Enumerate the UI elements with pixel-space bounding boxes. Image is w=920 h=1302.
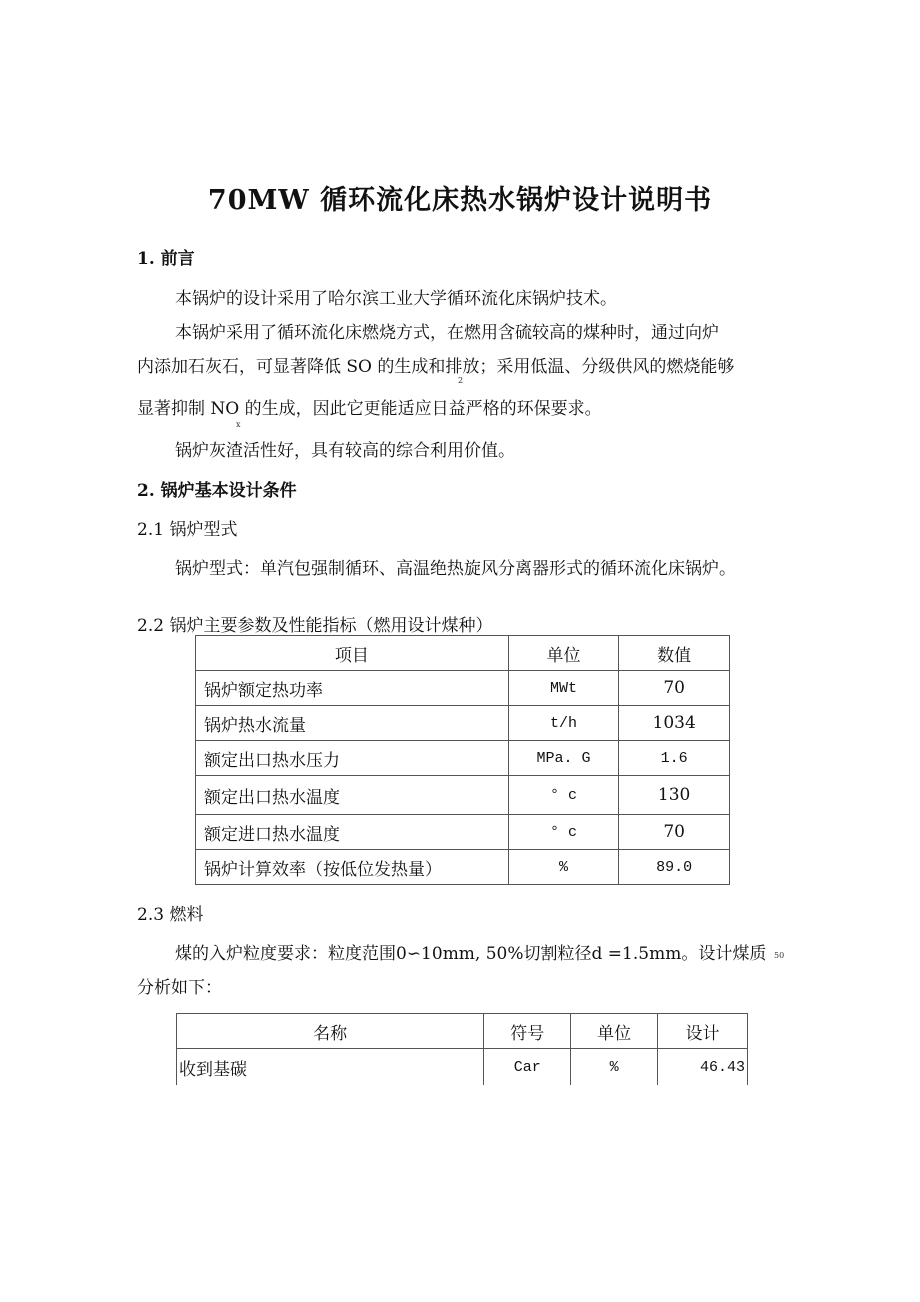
table-row [177,1049,748,1086]
component-design-value: 46.43 [658,1049,748,1086]
param-name: 额定出口热水温度 [196,776,509,815]
param-unit: % [508,850,619,885]
section-2-1-heading: 2.1 锅炉型式 [137,520,238,540]
param-unit: ° c [508,776,619,815]
intro-paragraph-2-line-1: 本锅炉采用了循环流化床燃烧方式，在燃用含硫较高的煤种时，通过向炉 [175,323,719,343]
table-row [196,850,730,885]
header-symbol: 符号 [484,1014,571,1049]
param-unit: ° c [508,815,619,850]
section-2-3-heading: 2.3 燃料 [137,905,204,925]
header-design: 设计 [658,1014,748,1049]
param-value: 70 [619,815,730,850]
subscript-2: 2 [458,376,464,385]
intro-paragraph-2-line-2: 内添加石灰石，可显著降低 SO 的生成和排放；采用低温、分级供风的燃烧能够 [137,357,735,377]
param-value: 1.6 [619,741,730,776]
table-row [196,776,730,815]
table-header-row [177,1014,748,1049]
intro-paragraph-1: 本锅炉的设计采用了哈尔滨工业大学循环流化床锅炉技术。 [175,289,617,309]
header-value: 数值 [619,636,730,671]
param-value: 89.0 [619,850,730,885]
param-value: 130 [619,776,730,815]
param-name: 锅炉热水流量 [196,706,509,741]
coal-analysis-table [176,1013,748,1085]
header-item: 项目 [196,636,509,671]
boiler-type-text: 锅炉型式：单汽包强制循环、高温绝热旋风分离器形式的循环流化床锅炉。 [175,559,736,579]
table-row [196,815,730,850]
header-name: 名称 [177,1014,484,1049]
section-2-heading: 2. 锅炉基本设计条件 [137,481,297,501]
fuel-text-line-2: 分析如下： [137,978,222,998]
param-value: 1034 [619,706,730,741]
param-name: 额定进口热水温度 [196,815,509,850]
param-name: 锅炉计算效率（按低位发热量） [196,850,509,885]
table-row [196,706,730,741]
subscript-50: 50 [774,951,785,960]
param-unit: MWt [508,671,619,706]
intro-paragraph-2-line-3: 显著抑制 NO 的生成，因此它更能适应日益严格的环保要求。 [137,399,602,419]
table-row [196,671,730,706]
parameters-table [195,635,730,885]
table-header-row [196,636,730,671]
param-name: 锅炉额定热功率 [196,671,509,706]
component-symbol: Car [484,1049,571,1086]
section-2-2-heading: 2.2 锅炉主要参数及性能指标（燃用设计煤种） [137,616,493,636]
page-title: 70MW 循环流化床热水锅炉设计说明书 [207,185,713,216]
param-unit: t/h [508,706,619,741]
subscript-x: x [236,420,241,429]
param-value: 70 [619,671,730,706]
component-name: 收到基碳 [177,1049,484,1086]
component-unit: % [571,1049,658,1086]
fuel-text-line-1: 煤的入炉粒度要求：粒度范围0∽10mm, 50%切割粒径d =1.5mm。设计煤质 [175,944,767,964]
param-unit: MPa. G [508,741,619,776]
header-unit: 单位 [508,636,619,671]
table-row [196,741,730,776]
section-1-heading: 1. 前言 [137,249,195,269]
param-name: 额定出口热水压力 [196,741,509,776]
intro-paragraph-3: 锅炉灰渣活性好，具有较高的综合利用价值。 [175,441,515,461]
header-unit: 单位 [571,1014,658,1049]
